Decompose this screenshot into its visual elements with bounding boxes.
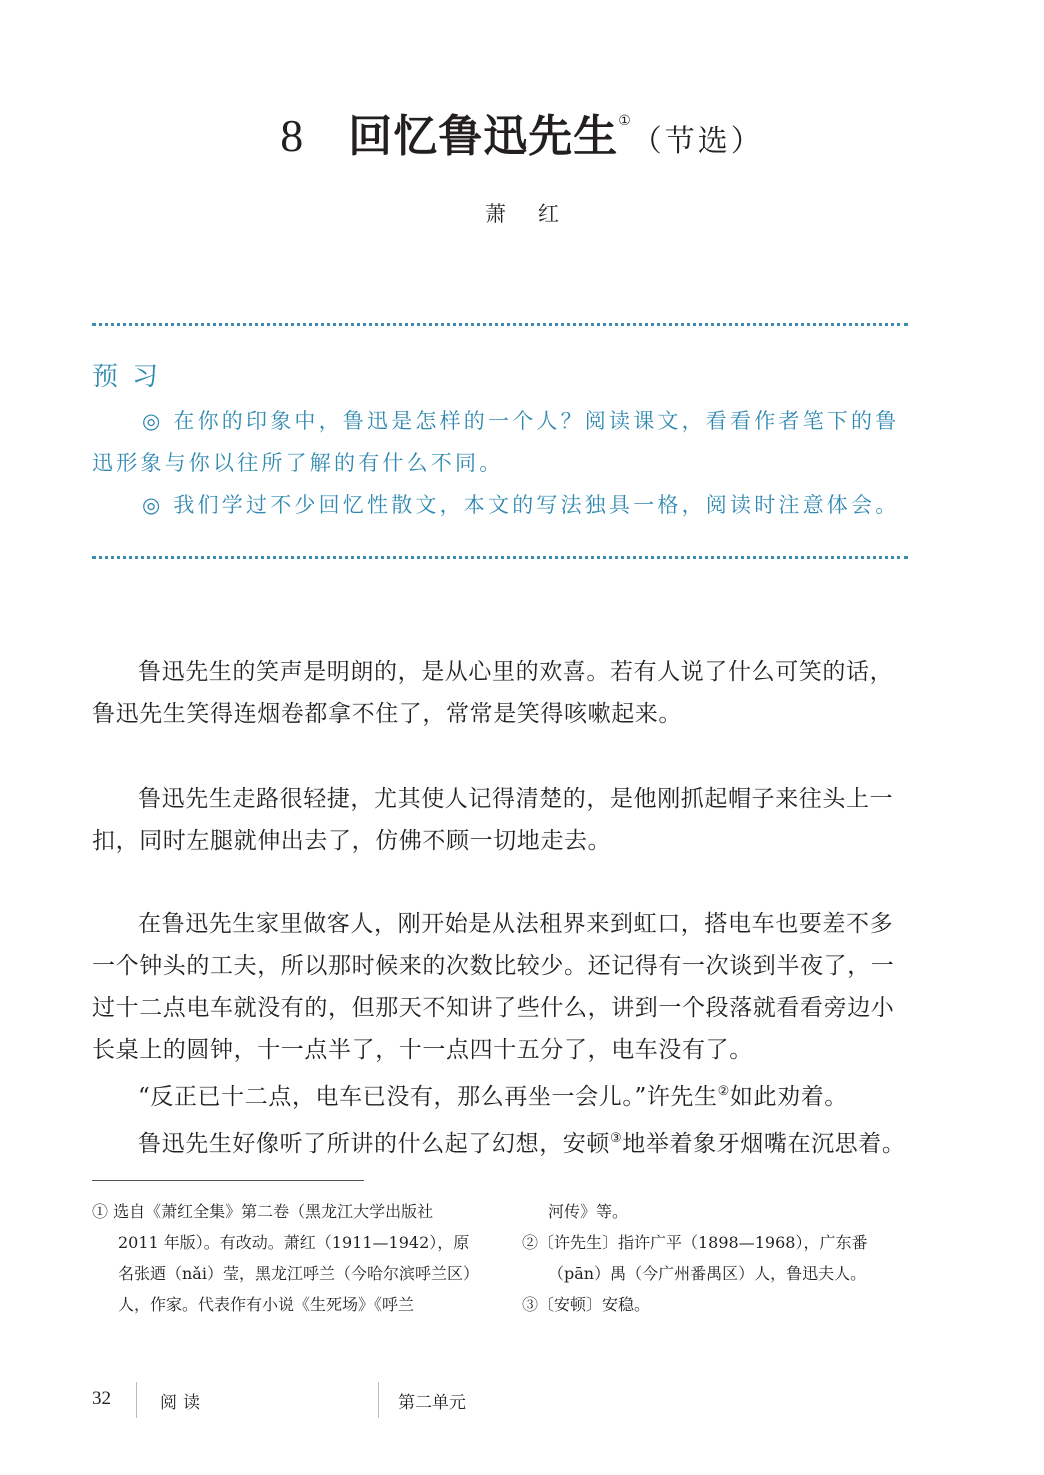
preview-bottom-divider: [92, 556, 908, 559]
paragraph-1-block: [92, 651, 908, 735]
lesson-number: 8: [280, 110, 305, 161]
lesson-title: [0, 100, 1044, 164]
footer-unit: 第二单元: [398, 1393, 466, 1413]
footnote-2: ②〔许先生〕指许广平（1898—1968），广东番（pān）禺（今广州番禺区）人，鲁迅夫人。: [522, 1233, 868, 1283]
paragraph-5: [92, 1118, 908, 1165]
page-footer: [92, 1382, 908, 1422]
lesson-subtitle: （节选）: [631, 124, 764, 159]
paragraph-3-block: [92, 903, 908, 1165]
footnote-rule: [92, 1180, 364, 1181]
footnote-3: ③〔安顿〕安稳。: [522, 1295, 651, 1314]
footnotes-left-column: [92, 1196, 478, 1320]
preview-heading: 预习: [92, 362, 173, 392]
author-name: 萧红: [485, 202, 591, 226]
paragraph-4: [92, 1071, 908, 1118]
preview-item-1: ◎ 在你的印象中，鲁迅是怎样的一个人？阅读课文，看看作者笔下的鲁迅形象与你以往所了解的有什么不同。: [92, 409, 900, 475]
footer-separator-1: [136, 1382, 137, 1418]
paragraph-5-text-a: 鲁迅先生好像听了所讲的什么起了幻想，安顿: [138, 1131, 610, 1157]
title-footnote-marker[interactable]: ①: [618, 113, 632, 129]
footnote-marker-3[interactable]: ③: [610, 1131, 623, 1146]
lesson-title-text: 回忆鲁迅先生: [348, 111, 619, 162]
preview-box: [92, 356, 908, 526]
paragraph-5-text-b: 地举着象牙烟嘴在沉思着。: [622, 1131, 906, 1157]
footnote-1: ① 选自《萧红全集》第二卷（黑龙江大学出版社 2011 年版）。有改动。萧红（1911—1942），原名张迺（nǎi）莹，黑龙江呼兰（今哈尔滨呼兰区）人，作家。代表作有小说《生死场》《呼兰: [92, 1202, 471, 1314]
footer-section: 阅读: [160, 1393, 206, 1413]
footnote-marker-2[interactable]: ②: [717, 1084, 730, 1099]
paragraph-1: 鲁迅先生的笑声是明朗的，是从心里的欢喜。若有人说了什么可笑的话，鲁迅先生笑得连烟卷都拿不住了，常常是笑得咳嗽起来。: [92, 659, 894, 727]
paragraph-4-text-b: 如此劝着。: [729, 1084, 848, 1110]
preview-top-divider: [92, 323, 908, 326]
paragraph-4-text-a: “反正已十二点，电车已没有，那么再坐一会儿。”许先生: [138, 1084, 718, 1110]
preview-item-2: ◎ 我们学过不少回忆性散文，本文的写法独具一格，阅读时注意体会。: [142, 493, 900, 517]
footnote-1-continued: 河传》等。: [548, 1202, 629, 1221]
page-number: 32: [92, 1388, 111, 1409]
footnotes-right-column: [522, 1196, 908, 1320]
paragraph-2: 鲁迅先生走路很轻捷，尤其使人记得清楚的，是他刚抓起帽子来往头上一扣，同时左腿就伸出去了，仿佛不顾一切地走去。: [92, 786, 894, 854]
paragraph-3: 在鲁迅先生家里做客人，刚开始是从法租界来到虹口，搭电车也要差不多一个钟头的工夫，所以那时候来的次数比较少。还记得有一次谈到半夜了，一过十二点电车就没有的，但那天不知讲了些什么，讲到一个段落就看看旁边小长桌上的圆钟，十一点半了，十一点四十五分了，电车没有了。: [92, 911, 895, 1063]
paragraph-2-block: [92, 778, 908, 862]
footer-separator-2: [378, 1382, 379, 1418]
